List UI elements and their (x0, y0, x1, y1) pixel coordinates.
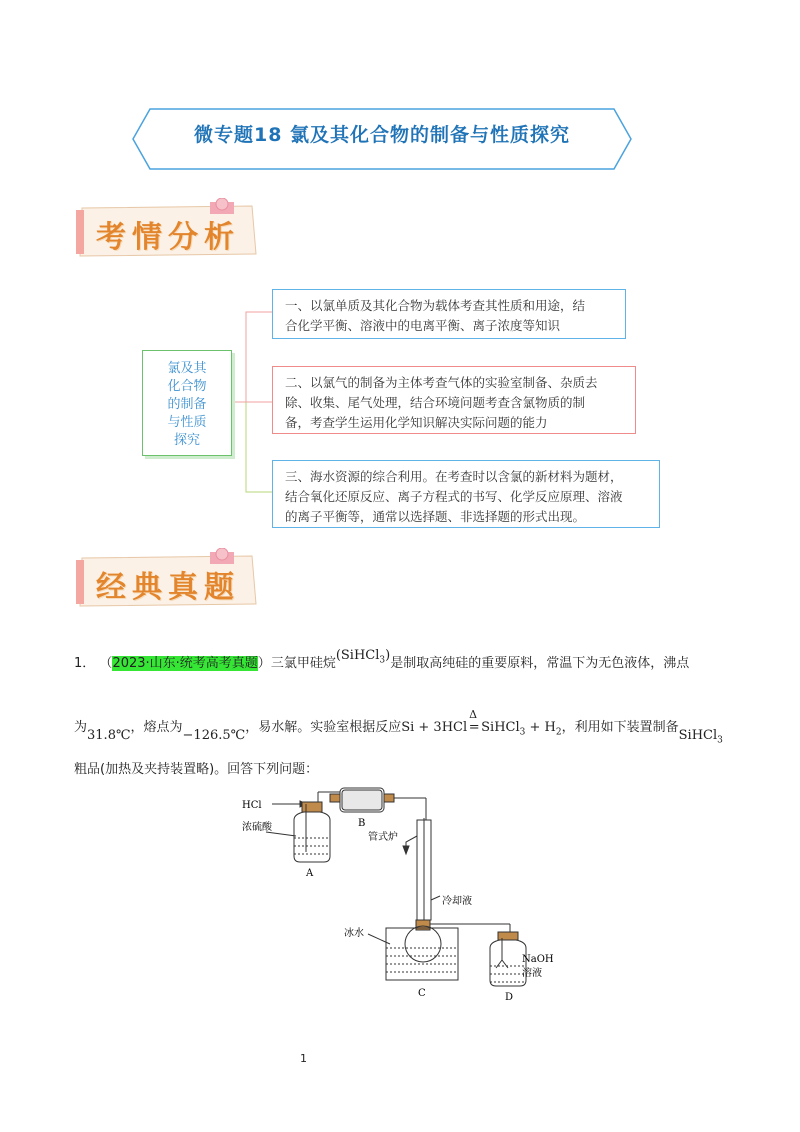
formula-close: ) (385, 648, 391, 663)
item-line: 二、以氯气的制备为主体考查气体的实验室制备、杂质去 (285, 375, 598, 390)
formula-main: (SiHCl (335, 648, 380, 663)
reaction-sub2: 2 (555, 727, 562, 738)
root-line: 氯及其 (167, 361, 207, 376)
reaction-right: SiHCl (481, 720, 520, 735)
label-ice-water: 冰水 (344, 928, 364, 939)
item-line: 备，考查学生运用化学知识解决实际问题的能力 (285, 415, 548, 430)
label-c: C (418, 988, 426, 999)
item-line: 合化学平衡、溶液中的电离平衡、离子浓度等知识 (285, 318, 561, 333)
section-badge-classic (74, 548, 260, 612)
product-sub: 3 (717, 735, 723, 746)
root-line: 探究 (173, 433, 200, 448)
root-line: 化合物 (167, 379, 207, 394)
label-naoh: NaOH (522, 954, 554, 965)
mindmap-item-3 (272, 460, 660, 528)
item-line: 一、以氯单质及其化合物为载体考查其性质和用途，结 (285, 298, 586, 313)
section-title-analysis: 考情分析 (96, 220, 240, 255)
item-line: 三、海水资源的综合利用。在考查时以含氯的新材料为题材， (285, 469, 623, 484)
product-main: SiHCl (678, 728, 718, 743)
reaction-condition: Δ (469, 708, 478, 721)
page-title: 微专题18 氯及其化合物的制备与性质探究 (193, 124, 571, 146)
item-line: 的离子平衡等，通常以选择题、非选择题的形式出现。 (285, 509, 586, 524)
question-text: 三氯甲硅烷 (270, 656, 336, 671)
label-coolant: 冷却液 (442, 896, 472, 907)
question-line-1 (74, 648, 690, 674)
question-text: ，易水解。实验室根据反应 (245, 720, 402, 735)
apparatus-diagram (240, 780, 560, 1005)
label-solution: 溶液 (522, 968, 542, 979)
item-line: 结合氧化还原反应、离子方程式的书写、化学反应原理、溶液 (285, 489, 623, 504)
label-conc-acid: 浓硫酸 (242, 822, 272, 833)
question-text: 为 (74, 720, 88, 735)
question-text: ，利用如下装置制备 (561, 720, 679, 735)
melting-point: −126.5℃ (182, 728, 246, 743)
reaction-arrow: Δ = (468, 708, 480, 735)
label-b: B (358, 818, 366, 829)
question-number: 1． (74, 656, 96, 671)
label-d: D (505, 992, 514, 1003)
close-paren: ） (257, 656, 271, 671)
reaction-h2: + H (525, 720, 556, 735)
question-text: 是制取高纯硅的重要原料，常温下为无色液体，沸点 (390, 656, 690, 671)
question-source: 2023·山东·统考高考真题 (112, 656, 258, 671)
reaction-left: Si + 3HCl (401, 720, 468, 735)
reaction-equation (401, 708, 562, 738)
label-hcl: HCl (242, 800, 262, 811)
root-line: 的制备 (167, 397, 207, 412)
section-badge-analysis (74, 198, 260, 262)
open-paren: （ (99, 656, 113, 671)
page-number: 1 (300, 1052, 307, 1065)
reaction-sub: 3 (519, 727, 526, 738)
question-text: ，熔点为 (130, 720, 183, 735)
mindmap-item-2 (272, 366, 636, 434)
question-line-3: 粗品(加热及夹持装置略)。回答下列问题： (74, 762, 319, 777)
formula-sub: 3 (379, 655, 386, 666)
label-a: A (306, 868, 314, 879)
boiling-point: 31.8℃ (87, 728, 131, 743)
product-formula (678, 728, 723, 746)
section-title-classic: 经典真题 (96, 570, 240, 605)
item-line: 除、收集、尾气处理，结合环境问题考查含氯物质的制 (285, 395, 586, 410)
question-line-2 (74, 708, 723, 746)
root-line: 与性质 (167, 415, 207, 430)
mindmap-item-1 (272, 289, 626, 339)
label-furnace: 管式炉 (368, 832, 398, 843)
mindmap-root (142, 350, 232, 456)
formula (335, 648, 391, 666)
